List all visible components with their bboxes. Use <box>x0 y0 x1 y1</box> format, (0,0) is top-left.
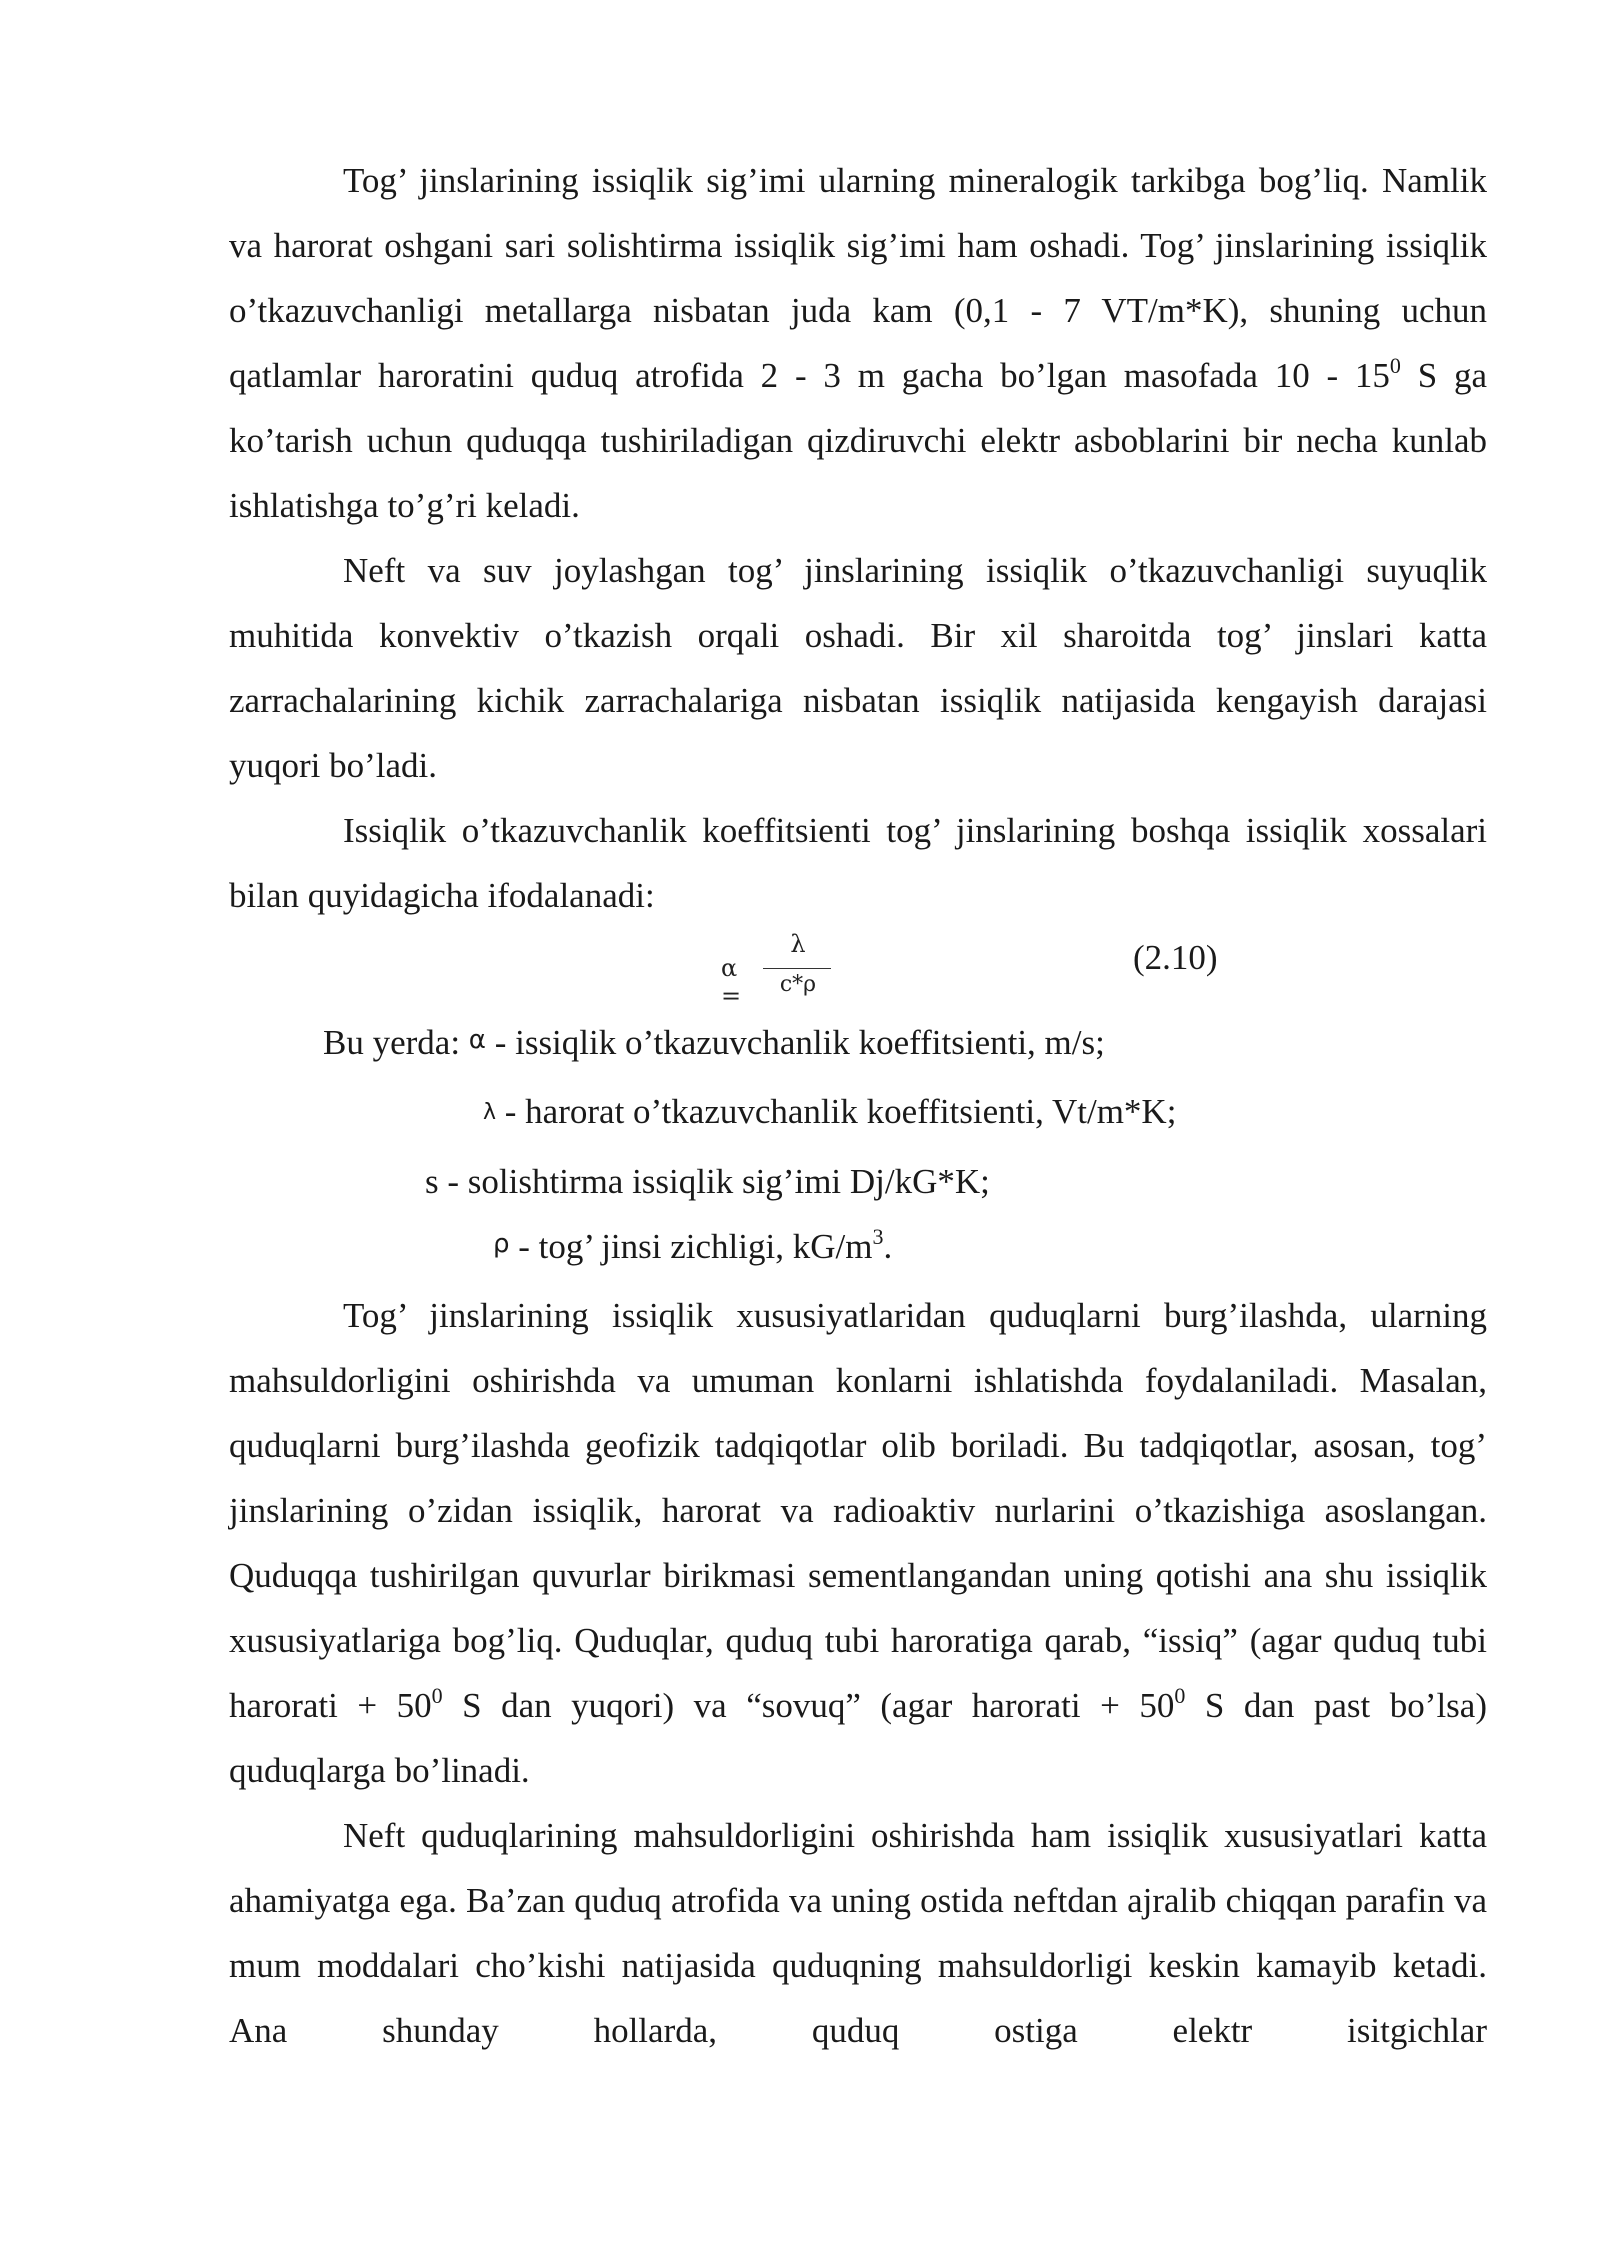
alpha-symbol: α <box>468 1025 486 1055</box>
paragraph-text: Tog’ jinslarining issiqlik xususiyatlaridan quduqlarni burg’ilashda, ularning mahsuldorligini oshirishda va umuman konlarni ishlatishda foydalaniladi. Masalan, quduqlarni burg’ilashda geofizik tadqiqotlar olib boriladi. Bu tadqiqotlar, asosan, tog’ jinslarining o’zidan issiqlik, harorat va radioaktiv nurlarini o’tkazishiga asoslangan. Quduqqa tushirilgan quvurlar birikmasi sementlangandan uning qotishi ana shu issiqlik xususiyatlariga bog’liq. Quduqlar, quduq tubi haroratiga qarab, “issiq” (agar quduq tubi harorati + 50 <box>229 1296 1487 1725</box>
equation-2-10 <box>229 928 1487 1010</box>
paragraph-heat-capacity <box>229 148 1487 538</box>
lambda-symbol: λ <box>483 1100 497 1125</box>
paragraph-conductivity: Neft va suv joylashgan tog’ jinslarining issiqlik o’tkazuvchanligi suyuqlik muhitida konvektiv o’tkazish orqali oshadi. Bir xil sharoitda tog’ jinslari katta zarrachalarining kichik zarrachalariga nisbatan issiqlik natijasida kengayish darajasi yuqori bo’ladi. <box>229 551 1487 785</box>
definition-text: - tog’ jinsi zichligi, kG/m <box>509 1227 873 1266</box>
equation-lhs: α = <box>721 954 742 1010</box>
superscript: 0 <box>1174 1683 1186 1708</box>
equation-number: (2.10) <box>1133 938 1218 977</box>
page-content <box>229 148 1487 2063</box>
rho-symbol: ρ <box>493 1229 510 1259</box>
paragraph-applications <box>229 1283 1487 1803</box>
definition-alpha <box>229 1010 1487 1079</box>
definitions-intro: Bu yerda: <box>323 1023 469 1062</box>
paragraph-productivity: Neft quduqlarining mahsuldorligini oshirishda ham issiqlik xususiyatlari katta ahamiyatga ega. Ba’zan quduq atrofida va uning ostida neftdan ajralib chiqqan parafin va mum moddalari cho’kishi natijasida quduqning mahsuldorligi keskin kamayib ketadi. Ana shunday hollarda, quduq ostiga elektr isitgichlar <box>229 1816 1487 2050</box>
equation-numerator: λ <box>790 930 806 958</box>
fraction-bar <box>763 968 831 969</box>
superscript: 0 <box>1389 353 1401 378</box>
superscript: 3 <box>872 1224 884 1249</box>
paragraph-text: S dan past bo’lsa) quduqlarga bo’linadi. <box>229 1686 1487 1790</box>
definition-text: - harorat o’tkazuvchanlik koeffitsienti, Vt/m*K; <box>496 1092 1177 1131</box>
definition-rho <box>229 1214 1487 1283</box>
superscript: 0 <box>431 1683 443 1708</box>
definition-end: . <box>883 1227 893 1266</box>
paragraph-text: S dan yuqori) va “sovuq” (agar harorati + 50 <box>442 1686 1175 1725</box>
definition-text: - issiqlik o’tkazuvchanlik koeffitsienti, m/s; <box>485 1023 1105 1062</box>
definition-s: s - solishtirma issiqlik sig’imi Dj/kG*K; <box>425 1162 990 1201</box>
paragraph-text: S ga ko’tarish uchun quduqqa tushiriladigan qizdiruvchi elektr asboblarini bir necha kunlab ishlatishga to’g’ri keladi. <box>229 356 1487 525</box>
paragraph-coefficient-intro: Issiqlik o’tkazuvchanlik koeffitsienti tog’ jinslarining boshqa issiqlik xossalari bilan quyidagicha ifodalanadi: <box>229 811 1487 915</box>
paragraph-text: Tog’ jinslarining issiqlik sig’imi ularning mineralogik tarkibga bog’liq. Namlik va harorat oshgani sari solishtirma issiqlik sig’imi ham oshadi. Tog’ jinslarining issiqlik o’tkazuvchanligi metallarga nisbatan juda kam (0,1 - 7 VT/m*K), shuning uchun qatlamlar haroratini quduq atrofida 2 - 3 m gacha bo’lgan masofada 10 - 15 <box>229 161 1487 395</box>
equation-denominator: c*ρ <box>779 972 817 997</box>
definition-lambda <box>229 1079 1487 1149</box>
